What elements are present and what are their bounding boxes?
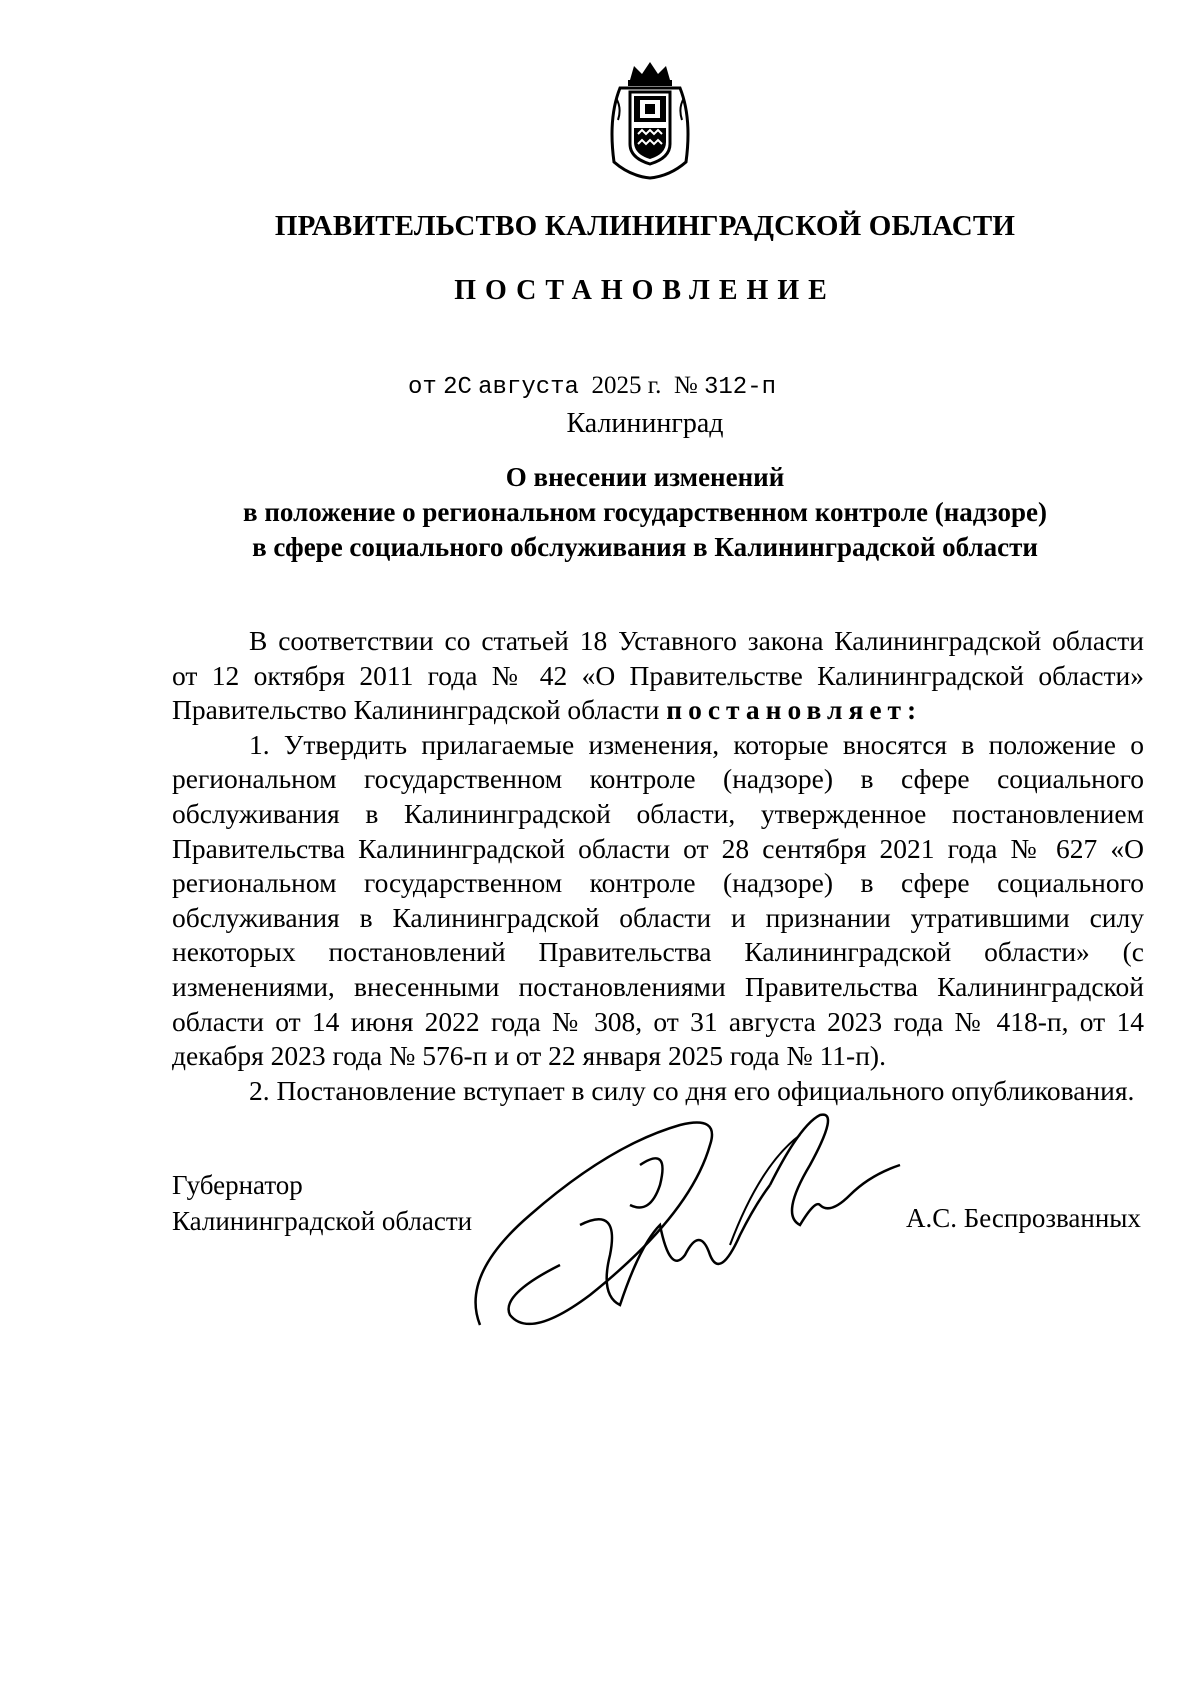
intro-paragraph [172, 624, 1144, 728]
document-type: ПОСТАНОВЛЕНИЕ [454, 275, 836, 306]
intro-emphasis: постановляет: [666, 694, 923, 726]
organization-title: ПРАВИТЕЛЬСТВО КАЛИНИНГРАДСКОЙ ОБЛАСТИ [274, 210, 1016, 242]
subject-line-3: в сфере социального обслуживания в Калининградской области [252, 532, 1038, 562]
date-line [408, 372, 776, 401]
coat-of-arms-icon [600, 58, 700, 182]
item-2-paragraph: 2. Постановление вступает в силу со дня его официального опубликования. [249, 1074, 1135, 1106]
document-number: 312-п [704, 374, 777, 401]
position-line-2: Калининградской области [172, 1206, 473, 1236]
position-line-1: Губернатор [172, 1170, 303, 1200]
subject-line-2: в положение о региональном государственном контроле (надзоре) [243, 497, 1047, 527]
number-sign: № [673, 372, 698, 399]
city: Калининград [566, 408, 724, 439]
date-day: 2С [443, 374, 472, 401]
document-body [172, 624, 1144, 1108]
signatory-name: А.С. Беспрозванных [906, 1203, 1141, 1233]
date-prefix: от [408, 374, 437, 401]
date-month: августа [478, 374, 579, 401]
document-subject [200, 460, 1090, 565]
subject-line-1: О внесении изменений [505, 462, 785, 492]
signatory-position [172, 1167, 472, 1239]
item-1-paragraph: 1. Утвердить прилагаемые изменения, которые вносятся в положение о региональном государственном контроле (надзоре) в сфере социального обслуживания в Калининградской области, утвержденное постановлением Правительства Калининградской области от 28 сентября 2021 года № 627 «О региональном государственном контроле (надзоре) в сфере социального обслуживания в Калининградской области и признании утратившими силу некоторых постановлений Правительства Калининградской области» (с изменениями, внесенными постановлениями Правительства Калининградской области от 14 июня 2022 года № 308, от 31 августа 2023 года № 418-п, от 14 декабря 2023 года № 576-п и от 22 января 2025 года № 11-п). [172, 728, 1144, 1072]
date-year: 2025 г. [591, 372, 662, 399]
handwritten-signature-icon [470, 1105, 910, 1345]
intro-text: В соответствии со статьей 18 Уставного закона Калининградской области от 12 октября 2011 года № 42 «О Правительстве Калининградской области» Правительство Калининградской области [172, 625, 1144, 726]
